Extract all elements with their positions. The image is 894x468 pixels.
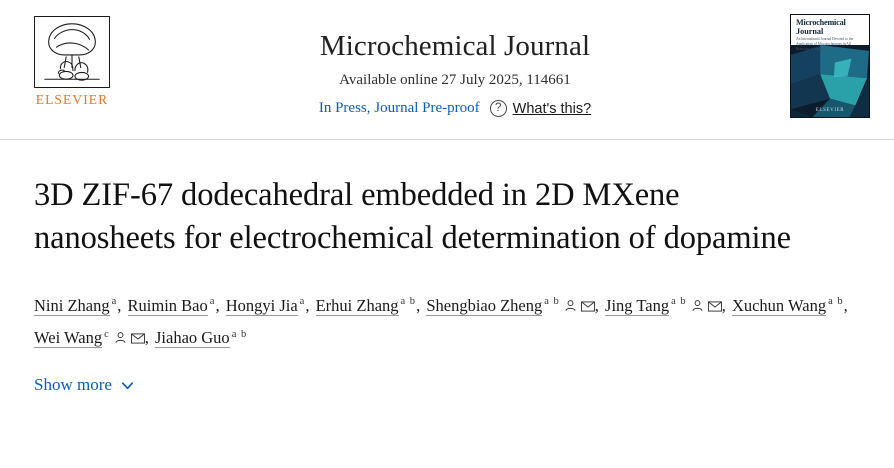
in-press-status-link[interactable]: In Press, Journal Pre-proof [318, 100, 480, 117]
cover-title-line2: Journal [796, 27, 824, 36]
author-name[interactable]: Nini Zhang [34, 295, 110, 315]
cover-masthead [791, 15, 869, 51]
author-item [155, 328, 247, 347]
author-name[interactable]: Xuchun Wang [731, 295, 827, 315]
author-affiliation-marker: a b [400, 296, 417, 307]
author-item [605, 296, 722, 315]
author-name[interactable]: Wei Wang [34, 328, 103, 347]
whats-this-label: What's this? [512, 100, 592, 117]
author-name[interactable]: Hongyi Jia [225, 295, 298, 315]
author-name[interactable]: Jiahao Guo [154, 328, 230, 347]
author-item [34, 328, 145, 347]
author-item [732, 296, 844, 315]
author-separator: , [144, 328, 149, 347]
author-affiliation-marker: a b [544, 296, 560, 307]
author-separator: , [721, 295, 726, 315]
journal-availability: Available online 27 July 2025, 114661 [339, 72, 571, 89]
author-email-icon[interactable] [581, 293, 595, 321]
author-affiliation-marker: a [299, 296, 306, 307]
author-name[interactable]: Ruimin Bao [127, 295, 208, 315]
author-separator: , [843, 295, 848, 315]
author-list [34, 288, 860, 353]
show-more-button[interactable] [34, 375, 135, 395]
author-email-icon[interactable] [708, 293, 722, 321]
author-separator: , [117, 295, 122, 315]
elsevier-wordmark: ELSEVIER [35, 92, 109, 107]
author-profile-icon[interactable] [691, 293, 704, 321]
cover-title-line1: Microchemical [796, 18, 846, 27]
journal-title[interactable]: Microchemical Journal [319, 30, 591, 62]
author-item [226, 296, 306, 315]
author-profile-icon[interactable] [564, 293, 577, 321]
journal-cover-thumbnail[interactable] [790, 14, 870, 118]
author-affiliation-marker: a [209, 296, 216, 307]
author-affiliation-marker: a b [828, 296, 844, 307]
author-name[interactable]: Erhui Zhang [315, 295, 399, 315]
cover-subtitle: An International Journal Devoted to the Application of Microtechniques in All Branches of Science [796, 37, 854, 51]
help-icon: ? [490, 100, 507, 117]
cover-artwork [791, 45, 869, 117]
author-item [316, 296, 416, 315]
author-separator: , [594, 295, 599, 315]
author-item [34, 296, 117, 315]
whats-this-button[interactable] [490, 100, 592, 117]
article-content [0, 174, 894, 395]
show-more-label: Show more [34, 375, 112, 394]
elsevier-logo[interactable] [24, 14, 120, 108]
author-affiliation-marker: a b [671, 296, 687, 307]
page-title: 3D ZIF-67 dodecahedral embedded in 2D MXene nanosheets for electrochemical determination of dopamine [34, 177, 791, 256]
author-separator: , [215, 295, 220, 315]
author-item [128, 296, 216, 315]
author-email-icon[interactable] [131, 325, 145, 353]
author-affiliation-marker: a [111, 296, 118, 307]
author-item [426, 296, 594, 315]
chevron-down-icon [120, 378, 135, 393]
author-name[interactable]: Shengbiao Zheng [426, 295, 543, 315]
author-separator: , [416, 295, 421, 315]
journal-info [120, 14, 790, 117]
journal-header [0, 0, 894, 140]
elsevier-tree-icon [34, 16, 110, 88]
author-separator: , [305, 295, 310, 315]
author-affiliation-marker: a b [231, 328, 248, 340]
author-affiliation-marker: c [104, 328, 110, 340]
journal-status-row [120, 100, 790, 117]
author-profile-icon[interactable] [114, 325, 127, 353]
cover-publisher-label: ELSEVIER [815, 108, 845, 113]
author-name[interactable]: Jing Tang [605, 295, 670, 315]
header-divider [0, 139, 894, 140]
